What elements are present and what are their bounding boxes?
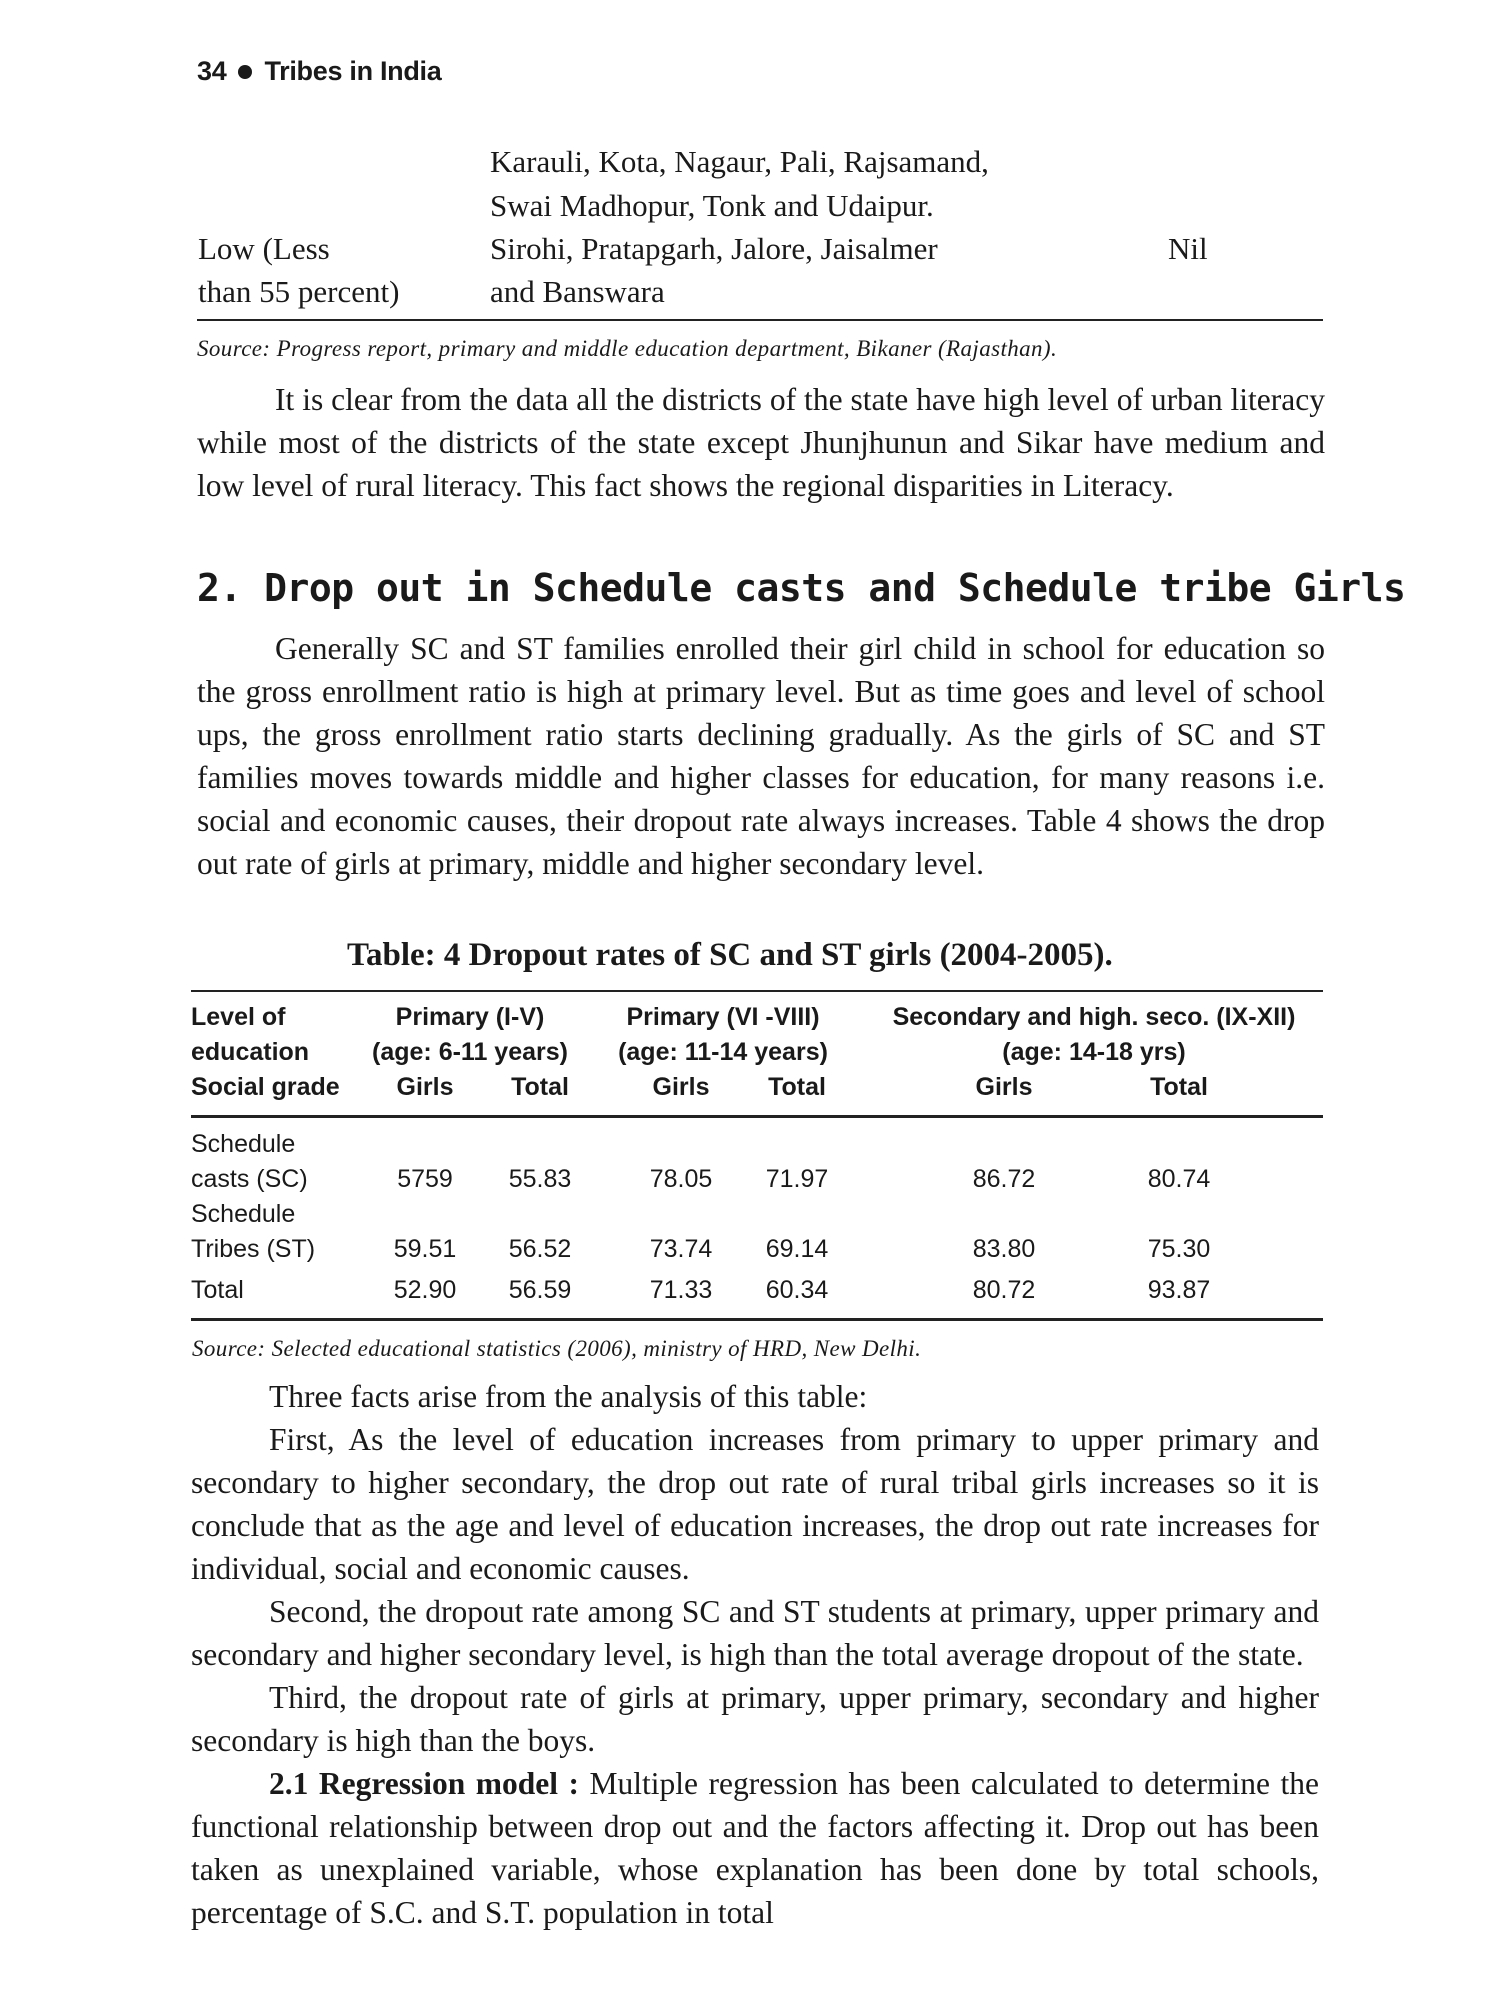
sub-header-total: Total	[768, 1073, 826, 1101]
table-cell: 80.74	[1147, 1165, 1211, 1193]
table-cell: 60.34	[765, 1276, 829, 1304]
section-2-heading: 2. Drop out in Schedule casts and Schedule tribe Girls	[197, 566, 1406, 610]
header-group-primary-6-8: Primary (VI -VIII)	[626, 1003, 820, 1031]
cont-row-2-districts: Swai Madhopur, Tonk and Udaipur.	[490, 188, 934, 223]
table-cell: 80.72	[972, 1276, 1036, 1304]
analysis-intro: Three facts arise from the analysis of this table:	[269, 1379, 868, 1414]
sub-header-girls: Girls	[652, 1073, 710, 1101]
row-sc-label-1: Schedule	[191, 1130, 296, 1158]
bullet-dot-icon	[238, 65, 252, 79]
table-cell: 69.14	[765, 1235, 829, 1263]
regression-text: Multiple regression has been calculated to determine the functional relationship between drop out and the factors affecting it. Drop out has been taken as unexplained variable, whose explanation has been done by total schools, percentage of S.C. and S.T. population in total	[191, 1766, 1319, 1930]
header-group-secondary: Secondary and high. seco. (IX-XII)	[892, 1003, 1296, 1031]
table-cell: 75.30	[1147, 1235, 1211, 1263]
table-cell: 71.33	[649, 1276, 713, 1304]
regression-paragraph	[191, 1762, 1319, 1934]
row-total-label: Total	[191, 1276, 244, 1304]
cont-row-3-level: Low (Less	[198, 231, 330, 266]
intro-paragraph-block	[197, 378, 1325, 507]
cont-row-3-districts: Sirohi, Pratapgarh, Jalore, Jaisalmer	[490, 231, 938, 266]
analysis-third: Third, the dropout rate of girls at primary, upper primary, secondary and higher secondary is high than the boys.	[191, 1680, 1319, 1758]
table-cell: 71.97	[765, 1165, 829, 1193]
intro-paragraph: It is clear from the data all the districts of the state have high level of urban literacy while most of the districts of the state except Jhunjhunun and Sikar have medium and low level of rural literacy. This fact shows the regional disparities in Literacy.	[197, 382, 1325, 503]
cont-row-3-urban: Nil	[1168, 231, 1208, 266]
table-cell: 83.80	[972, 1235, 1036, 1263]
row-st-label-2: Tribes (ST)	[191, 1235, 316, 1263]
analysis-first: First, As the level of education increases from primary to upper primary and secondary to higher secondary, the drop out rate of rural tribal girls increases so it is conclude that as the age and level of education increases, the drop out rate increases for individual, social and economic causes.	[191, 1422, 1319, 1586]
table-cell: 52.90	[393, 1276, 457, 1304]
table-cell: 56.59	[508, 1276, 572, 1304]
table-4-bottom-rule	[191, 1318, 1323, 1321]
table-cell: 93.87	[1147, 1276, 1211, 1304]
running-header	[197, 56, 441, 87]
header-education: education	[191, 1038, 310, 1066]
sub-header-total: Total	[511, 1073, 569, 1101]
row-st-label-1: Schedule	[191, 1200, 296, 1228]
header-group-primary-1-5-age: (age: 6-11 years)	[372, 1038, 568, 1066]
cont-row-4-districts: and Banswara	[490, 274, 665, 309]
header-group-primary-6-8-age: (age: 11-14 years)	[618, 1038, 828, 1066]
cont-row-4-level: than 55 percent)	[198, 274, 400, 309]
cont-row-1-districts: Karauli, Kota, Nagaur, Pali, Rajsamand,	[490, 144, 989, 179]
section-2-paragraph-block	[197, 627, 1325, 885]
table-4-top-rule	[191, 990, 1323, 992]
table-cell: 78.05	[649, 1165, 713, 1193]
table-cell: 5759	[397, 1165, 453, 1193]
table-cell: 73.74	[649, 1235, 713, 1263]
header-group-secondary-age: (age: 14-18 yrs)	[1002, 1038, 1186, 1066]
table-cell: 86.72	[972, 1165, 1036, 1193]
analysis-block	[191, 1375, 1319, 1934]
table-4-source: Source: Selected educational statistics (2006), ministry of HRD, New Delhi.	[192, 1336, 922, 1361]
sub-header-total: Total	[1150, 1073, 1208, 1101]
section-2-paragraph: Generally SC and ST families enrolled their girl child in school for education so the gross enrollment ratio is high at primary level. But as time goes and level of school ups, the gross enrollment ratio starts declining gradually. As the girls of SC and ST families moves towards middle and higher classes for education, for many reasons i.e. social and economic causes, their dropout rate always increases. Table 4 shows the drop out rate of girls at primary, middle and higher secondary level.	[197, 631, 1325, 881]
table-cell: 56.52	[508, 1235, 572, 1263]
analysis-second: Second, the dropout rate among SC and ST students at primary, upper primary and secondary and higher secondary level, is high than the total average dropout of the state.	[191, 1594, 1319, 1672]
sub-header-girls: Girls	[975, 1073, 1033, 1101]
cont-table-source: Source: Progress report, primary and middle education department, Bikaner (Rajasthan).	[197, 336, 1058, 361]
header-social-grade: Social grade	[191, 1073, 340, 1101]
table-cell: 59.51	[393, 1235, 457, 1263]
book-title: Tribes in India	[264, 56, 442, 86]
page-number: 34	[197, 56, 227, 86]
table-4-header-rule	[191, 1115, 1323, 1118]
sub-header-girls: Girls	[396, 1073, 454, 1101]
table-bottom-rule	[197, 319, 1323, 321]
table-cell: 55.83	[508, 1165, 572, 1193]
table-4-title: Table: 4 Dropout rates of SC and ST girls (2004-2005).	[347, 937, 1113, 973]
header-group-primary-1-5: Primary (I-V)	[395, 1003, 545, 1031]
header-level-of: Level of	[191, 1003, 286, 1031]
regression-label: 2.1 Regression model :	[269, 1766, 580, 1801]
row-sc-label-2: casts (SC)	[191, 1165, 308, 1193]
